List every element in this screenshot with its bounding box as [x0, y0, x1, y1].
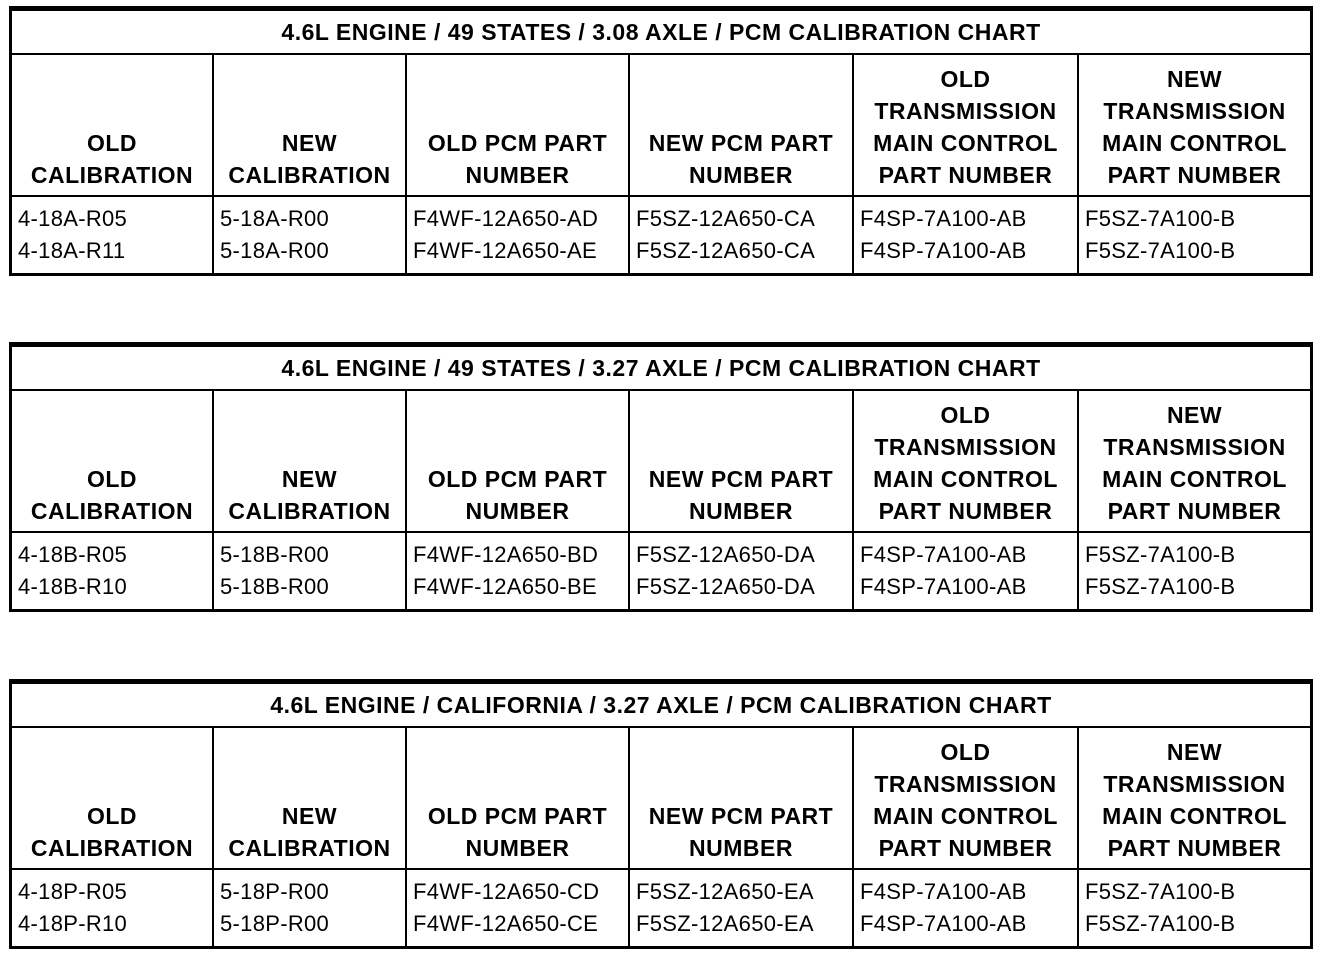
cell-value: 5-18P-R00	[220, 879, 330, 904]
cell-value: F4SP-7A100-AB	[860, 911, 1027, 936]
cell-value: F5SZ-7A100-B	[1085, 574, 1236, 599]
column-header-line: MAIN CONTROL	[873, 130, 1058, 156]
column-header	[853, 54, 1078, 196]
column-header-line: NUMBER	[465, 162, 570, 188]
data-cell	[853, 196, 1078, 273]
data-cell	[406, 196, 629, 273]
calibration-table	[12, 682, 1310, 946]
data-cell	[853, 532, 1078, 609]
column-header-line: NUMBER	[465, 498, 570, 524]
data-cell	[629, 196, 853, 273]
cell-value: F5SZ-12A650-EA	[636, 911, 814, 936]
column-header-line: TRANSMISSION	[1103, 434, 1286, 460]
column-header-line: PART NUMBER	[878, 498, 1053, 524]
cell-value: F4WF-12A650-BD	[413, 542, 599, 567]
column-header-row	[12, 390, 1310, 532]
column-header-line: MAIN CONTROL	[1102, 466, 1287, 492]
column-header-line: PART NUMBER	[1107, 162, 1282, 188]
column-header-line: OLD PCM PART	[427, 130, 608, 156]
data-cell	[12, 869, 213, 946]
column-header-line: TRANSMISSION	[874, 434, 1057, 460]
cell-value: F4SP-7A100-AB	[860, 879, 1027, 904]
data-cell	[1078, 196, 1310, 273]
data-cell	[406, 869, 629, 946]
data-cell	[1078, 869, 1310, 946]
column-header-line: CALIBRATION	[30, 162, 194, 188]
cell-value: 5-18B-R00	[220, 574, 330, 599]
cell-value: 5-18P-R00	[220, 911, 330, 936]
column-header-row	[12, 727, 1310, 869]
cell-value: F5SZ-12A650-CA	[636, 238, 816, 263]
cell-value: 4-18A-R05	[18, 206, 128, 231]
column-header-line: MAIN CONTROL	[1102, 130, 1287, 156]
chart-title: 4.6L ENGINE / 49 STATES / 3.27 AXLE / PCM CALIBRATION CHART	[12, 346, 1310, 390]
column-header-line: CALIBRATION	[228, 162, 391, 188]
column-header	[12, 54, 213, 196]
cell-value: 4-18P-R10	[18, 911, 128, 936]
table-row	[12, 196, 1310, 273]
cell-value: 4-18P-R05	[18, 879, 128, 904]
column-header-line: OLD PCM PART	[427, 803, 608, 829]
cell-value: F4WF-12A650-BE	[413, 574, 597, 599]
cell-value: F5SZ-12A650-DA	[636, 574, 816, 599]
data-cell	[213, 196, 406, 273]
column-header-line: OLD	[86, 466, 138, 492]
cell-value: F4WF-12A650-CD	[413, 879, 600, 904]
column-header	[629, 54, 853, 196]
data-cell	[12, 196, 213, 273]
column-header-row	[12, 54, 1310, 196]
chart-title-row	[12, 346, 1310, 390]
column-header-line: TRANSMISSION	[1103, 771, 1286, 797]
data-cell	[12, 532, 213, 609]
data-cell	[213, 869, 406, 946]
column-header	[406, 54, 629, 196]
column-header-line: OLD	[940, 402, 991, 428]
cell-value: 5-18A-R00	[220, 238, 330, 263]
column-header-line: NUMBER	[689, 162, 793, 188]
data-cell	[629, 869, 853, 946]
cell-value: F4SP-7A100-AB	[860, 238, 1027, 263]
column-header-line: NEW	[1166, 739, 1223, 765]
column-header-line: NEW PCM PART	[648, 466, 834, 492]
column-header	[629, 390, 853, 532]
column-header	[213, 390, 406, 532]
column-header-line: MAIN CONTROL	[1102, 803, 1287, 829]
cell-value: 4-18B-R10	[18, 574, 128, 599]
cell-value: F5SZ-7A100-B	[1085, 238, 1236, 263]
column-header-line: TRANSMISSION	[874, 771, 1057, 797]
column-header-line: OLD	[86, 803, 138, 829]
column-header-line: PART NUMBER	[1107, 835, 1282, 861]
column-header-line: CALIBRATION	[30, 835, 194, 861]
cell-value: F4WF-12A650-AD	[413, 206, 599, 231]
column-header	[213, 54, 406, 196]
column-header	[1078, 727, 1310, 869]
calibration-table	[12, 345, 1310, 609]
column-header	[12, 727, 213, 869]
column-header	[406, 390, 629, 532]
column-header-line: OLD PCM PART	[427, 466, 608, 492]
cell-value: 5-18B-R00	[220, 542, 330, 567]
cell-value: F5SZ-7A100-B	[1085, 911, 1236, 936]
column-header-line: PART NUMBER	[878, 835, 1053, 861]
data-cell	[213, 532, 406, 609]
chart-title: 4.6L ENGINE / CALIFORNIA / 3.27 AXLE / PCM CALIBRATION CHART	[12, 683, 1310, 727]
column-header	[12, 390, 213, 532]
column-header-line: OLD	[86, 130, 138, 156]
column-header-line: MAIN CONTROL	[873, 466, 1058, 492]
column-header	[1078, 54, 1310, 196]
column-header-line: CALIBRATION	[228, 835, 391, 861]
cell-value: F4WF-12A650-CE	[413, 911, 599, 936]
cell-value: F5SZ-7A100-B	[1085, 879, 1236, 904]
column-header	[629, 727, 853, 869]
column-header-line: NUMBER	[689, 835, 793, 861]
cell-value: F4SP-7A100-AB	[860, 542, 1027, 567]
chart-title-row	[12, 10, 1310, 54]
cell-value: F5SZ-12A650-DA	[636, 542, 816, 567]
table-row	[12, 532, 1310, 609]
cell-value: F5SZ-12A650-CA	[636, 206, 816, 231]
column-header	[1078, 390, 1310, 532]
calibration-chart-49-states-308-axle	[9, 6, 1313, 276]
column-header-line: PART NUMBER	[1107, 498, 1282, 524]
column-header	[406, 727, 629, 869]
column-header-line: NUMBER	[689, 498, 793, 524]
cell-value: F4WF-12A650-AE	[413, 238, 597, 263]
chart-title-row	[12, 683, 1310, 727]
column-header-line: OLD	[940, 66, 991, 92]
calibration-chart-49-states-327-axle	[9, 342, 1313, 612]
table-row	[12, 869, 1310, 946]
column-header-line: NEW	[281, 466, 338, 492]
column-header-line: NUMBER	[465, 835, 570, 861]
calibration-chart-california-327-axle	[9, 679, 1313, 949]
data-cell	[1078, 532, 1310, 609]
column-header-line: OLD	[940, 739, 991, 765]
column-header-line: CALIBRATION	[30, 498, 194, 524]
cell-value: F4SP-7A100-AB	[860, 574, 1027, 599]
column-header	[213, 727, 406, 869]
cell-value: 4-18B-R05	[18, 542, 128, 567]
data-cell	[853, 869, 1078, 946]
cell-value: 4-18A-R11	[18, 238, 126, 263]
column-header	[853, 727, 1078, 869]
cell-value: 5-18A-R00	[220, 206, 330, 231]
column-header-line: MAIN CONTROL	[873, 803, 1058, 829]
column-header-line: TRANSMISSION	[1103, 98, 1286, 124]
data-cell	[406, 532, 629, 609]
chart-title: 4.6L ENGINE / 49 STATES / 3.08 AXLE / PCM CALIBRATION CHART	[12, 10, 1310, 54]
calibration-table	[12, 9, 1310, 273]
column-header-line: CALIBRATION	[228, 498, 391, 524]
column-header-line: NEW	[1166, 402, 1223, 428]
column-header-line: NEW PCM PART	[648, 803, 834, 829]
column-header-line: NEW	[1166, 66, 1223, 92]
cell-value: F5SZ-7A100-B	[1085, 542, 1236, 567]
cell-value: F5SZ-7A100-B	[1085, 206, 1236, 231]
column-header-line: PART NUMBER	[878, 162, 1053, 188]
cell-value: F5SZ-12A650-EA	[636, 879, 814, 904]
column-header-line: NEW	[281, 130, 338, 156]
column-header-line: NEW PCM PART	[648, 130, 834, 156]
column-header-line: TRANSMISSION	[874, 98, 1057, 124]
column-header-line: NEW	[281, 803, 338, 829]
column-header	[853, 390, 1078, 532]
cell-value: F4SP-7A100-AB	[860, 206, 1027, 231]
data-cell	[629, 532, 853, 609]
